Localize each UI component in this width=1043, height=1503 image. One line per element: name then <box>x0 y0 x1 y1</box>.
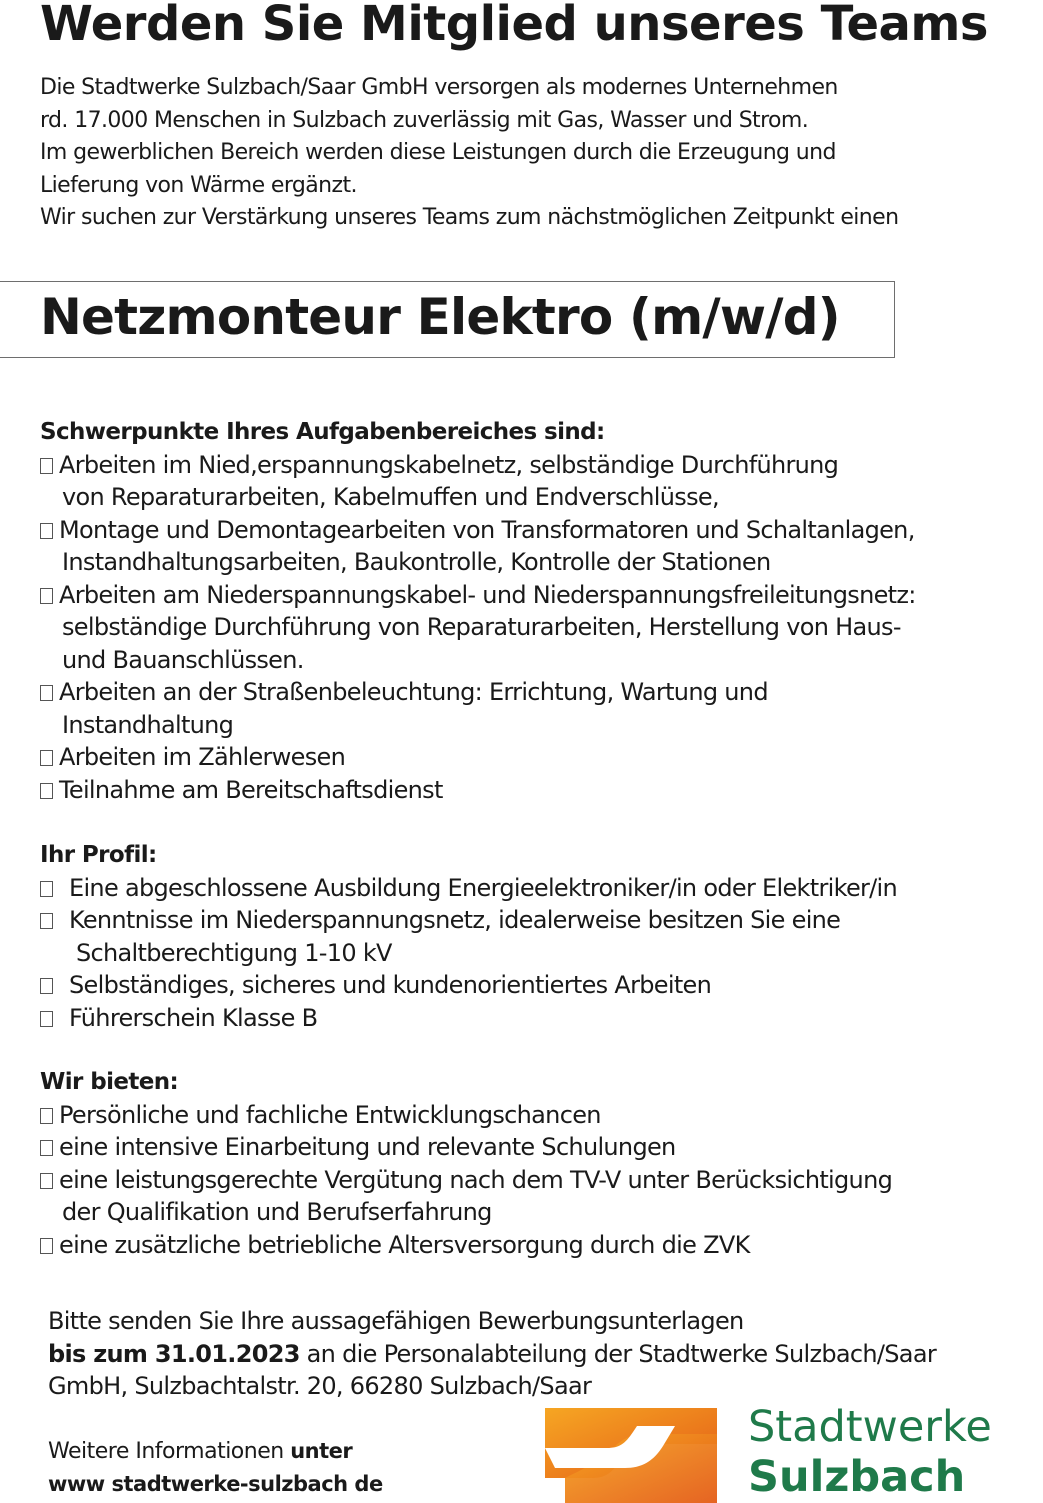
intro-line: Im gewerblichen Bereich werden diese Leistungen durch die Erzeugung und <box>40 140 836 165</box>
list-item <box>40 969 1043 1002</box>
offer-list <box>40 1099 1043 1262</box>
list-item <box>40 449 1043 514</box>
list-item-text: eine leistungsgerechte Vergütung nach dem TV-V unter Berücksichtigung <box>59 1165 893 1194</box>
intro-line: rd. 17.000 Menschen in Sulzbach zuverlässig mit Gas, Wasser und Strom. <box>40 107 809 133</box>
list-item-text: Montage und Demontagearbeiten von Transformatoren und Schaltanlagen, <box>59 515 915 544</box>
list-item-text: Persönliche und fachliche Entwicklungschancen <box>59 1100 601 1129</box>
bullet-box-icon <box>40 913 53 929</box>
website-link[interactable]: www stadtwerke-sulzbach de <box>48 1472 383 1496</box>
more-info <box>48 1435 383 1500</box>
list-item <box>40 904 1043 969</box>
list-item-continuation: von Reparaturarbeiten, Kabelmuffen und Endverschlüsse, <box>62 483 719 511</box>
headline: Werden Sie Mitglied unseres Teams <box>40 0 988 52</box>
list-item <box>40 872 1043 905</box>
profile-heading: Ihr Profil: <box>40 842 157 868</box>
list-item-text: eine zusätzliche betriebliche Altersversorgung durch die ZVK <box>59 1230 750 1259</box>
intro-line: Lieferung von Wärme ergänzt. <box>40 172 357 198</box>
list-item <box>40 1229 1043 1262</box>
intro-line: Die Stadtwerke Sulzbach/Saar GmbH versorgen als modernes Unternehmen <box>40 75 838 100</box>
list-item-text: Selbständiges, sicheres und kundenorientiertes Arbeiten <box>69 971 712 999</box>
list-item <box>40 514 1043 579</box>
intro-text <box>40 72 1020 235</box>
list-item <box>40 1002 1043 1035</box>
list-item-continuation: der Qualifikation und Berufserfahrung <box>62 1198 492 1226</box>
bullet-box-icon <box>40 881 53 897</box>
bullet-box-icon <box>40 1011 53 1027</box>
profile-list <box>40 872 1043 1035</box>
list-item-text: Arbeiten im Zählerwesen <box>59 743 346 771</box>
list-item <box>40 579 1043 677</box>
logo-line-1: Stadtwerke <box>748 1402 992 1452</box>
job-title: Netzmonteur Elektro (m/w/d) <box>40 288 840 346</box>
more-info-text: Weitere Informationen <box>48 1439 291 1464</box>
tasks-section <box>40 416 1043 806</box>
tasks-heading: Schwerpunkte Ihres Aufgabenbereiches sind: <box>40 419 605 445</box>
bullet-box-icon <box>40 1173 53 1189</box>
list-item-continuation: und Bauanschlüssen. <box>62 645 304 674</box>
list-item <box>40 774 1043 807</box>
bullet-box-icon <box>40 750 53 766</box>
bullet-box-icon <box>40 685 53 701</box>
stadtwerke-logo-mark-icon <box>545 1408 717 1503</box>
logo-line-2: Sulzbach <box>748 1452 966 1502</box>
contact-line: Bitte senden Sie Ihre aussagefähigen Bewerbungsunterlagen <box>48 1307 744 1335</box>
list-item-text: Führerschein Klasse B <box>69 1003 318 1032</box>
bullet-box-icon <box>40 1140 53 1156</box>
list-item-text: Arbeiten am Niederspannungskabel- und Niederspannungsfreileitungsnetz: <box>59 580 916 609</box>
bullet-box-icon <box>40 783 53 799</box>
more-info-emph: unter <box>290 1439 353 1463</box>
profile-section <box>40 839 1043 1034</box>
bullet-box-icon <box>40 458 53 474</box>
list-item-continuation: Instandhaltung <box>62 710 234 739</box>
list-item <box>40 1164 1043 1229</box>
contact-address: GmbH, Sulzbachtalstr. 20, 66280 Sulzbach/Saar <box>48 1372 592 1400</box>
deadline: bis zum 31.01.2023 <box>48 1339 300 1368</box>
list-item-text: Kenntnisse im Niederspannungsnetz, idealerweise besitzen Sie eine <box>69 906 841 934</box>
list-item-continuation: Schaltberechtigung 1-10 kV <box>76 938 392 967</box>
application-contact <box>48 1305 936 1403</box>
list-item-text: Eine abgeschlossene Ausbildung Energieelektroniker/in oder Elektriker/in <box>69 873 898 902</box>
list-item <box>40 676 1043 741</box>
list-item <box>40 1131 1043 1164</box>
bullet-box-icon <box>40 1108 53 1124</box>
offer-section <box>40 1066 1043 1261</box>
offer-heading: Wir bieten: <box>40 1069 179 1095</box>
list-item-text: Teilnahme am Bereitschaftsdienst <box>59 775 443 804</box>
intro-line: Wir suchen zur Verstärkung unseres Teams zum nächstmöglichen Zeitpunkt einen <box>40 205 899 230</box>
list-item-continuation: selbständige Durchführung von Reparaturarbeiten, Herstellung von Haus- <box>62 613 901 641</box>
stadtwerke-logo-text <box>748 1402 992 1502</box>
list-item-text: Arbeiten an der Straßenbeleuchtung: Errichtung, Wartung und <box>59 678 768 706</box>
bullet-box-icon <box>40 978 53 994</box>
bullet-box-icon <box>40 588 53 604</box>
list-item-continuation: Instandhaltungsarbeiten, Baukontrolle, Kontrolle der Stationen <box>62 548 771 576</box>
bullet-box-icon <box>40 1238 53 1254</box>
list-item-text: Arbeiten im Nied,erspannungskabelnetz, selbständige Durchführung <box>59 450 839 479</box>
contact-line <box>48 1338 936 1371</box>
bullet-box-icon <box>40 523 53 539</box>
list-item-text: eine intensive Einarbeitung und relevante Schulungen <box>59 1133 676 1161</box>
tasks-list <box>40 449 1043 807</box>
contact-line-rest: an die Personalabteilung der Stadtwerke Sulzbach/Saar <box>299 1339 936 1368</box>
list-item <box>40 1099 1043 1132</box>
list-item <box>40 741 1043 774</box>
